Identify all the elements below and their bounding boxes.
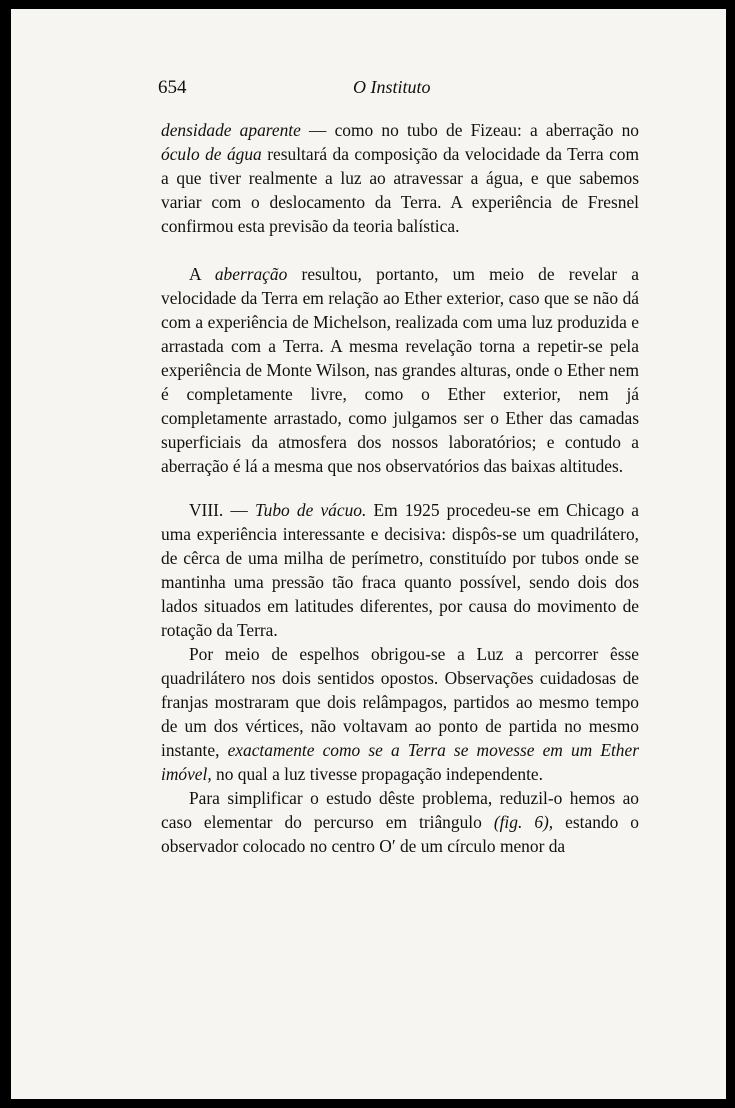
span-italic: exactamente como se a Terra se movesse em um Ether imóvel, <box>161 740 639 784</box>
span-italic: densidade aparente <box>161 120 301 140</box>
span: Para simplificar o estudo dêste problema, reduzil-o hemos ao caso elementar do percurso em triângulo <box>161 788 639 832</box>
span: resultará da composição da velocidade da Terra com a que tiver realmente a luz ao atravessar a água, e que sabemos variar com o deslocamento da Terra. A experiência de Fresnel confirmou esta previsão da teoria balística. <box>161 144 640 236</box>
paragraph-simplificar <box>161 786 639 858</box>
page-number: 654 <box>158 77 187 98</box>
section-title: Tubo de vácuo. <box>254 500 367 520</box>
span: Em 1925 procedeu-se em Chicago a uma experiência interessante e decisiva: dispôs-se um quadrilátero, de cêrca de uma milha de perímetro, constituído por tubos onde se mantinha uma pressão tão fraca quanto possível, sendo dois dos lados situados em latitudes diferentes, por causa do movimento de rotação da Terra. <box>161 500 639 640</box>
span: A <box>189 264 215 284</box>
span: Por meio de espelhos obrigou-se a Luz a percorrer êsse quadrilátero nos dois sentidos opostos. Observações cuidadosas de franjas mostraram que dois relâmpagos, partidos ao mesmo tempo de um dos vértices, não voltavam ao ponto de partida no mesmo instante, <box>161 644 639 760</box>
body-text <box>161 118 639 858</box>
span: no qual a luz tivesse propagação independente. <box>211 764 543 784</box>
running-title: O Instituto <box>353 77 431 97</box>
span: resultou, portanto, um meio de revelar a velocidade da Terra em relação ao Ether exterior, caso que se não dá com a experiência de Michelson, realizada com uma luz produzida e arrastada com a Terra. A mesma revelação torna a repetir-se pela experiência de Monte Wilson, nas grandes alturas, onde o Ether nem é completamente livre, como o Ether exterior, nem já completamente arrastado, como julgamos ser o Ether das camadas superficiais da atmosfera dos nossos laboratórios; e contudo a aberração é lá a mesma que nos observatórios das baixas altitudes. <box>161 264 639 476</box>
paragraph-densidade <box>161 118 639 238</box>
span-italic: óculo de água <box>161 144 262 164</box>
span: — como no tubo de Fizeau: a aberração no <box>300 120 639 140</box>
figure-reference: (fig. 6), <box>493 812 554 832</box>
paragraph-section-viii <box>161 498 639 642</box>
span-italic: aberração <box>214 264 288 284</box>
section-number: VIII. — <box>189 500 255 520</box>
page-header <box>158 73 648 103</box>
span: estando o observador colocado no centro O′ de um círculo menor da <box>161 812 639 856</box>
paragraph-aberracao <box>161 262 639 478</box>
book-page <box>11 9 726 1099</box>
paragraph-espelhos <box>161 642 639 786</box>
